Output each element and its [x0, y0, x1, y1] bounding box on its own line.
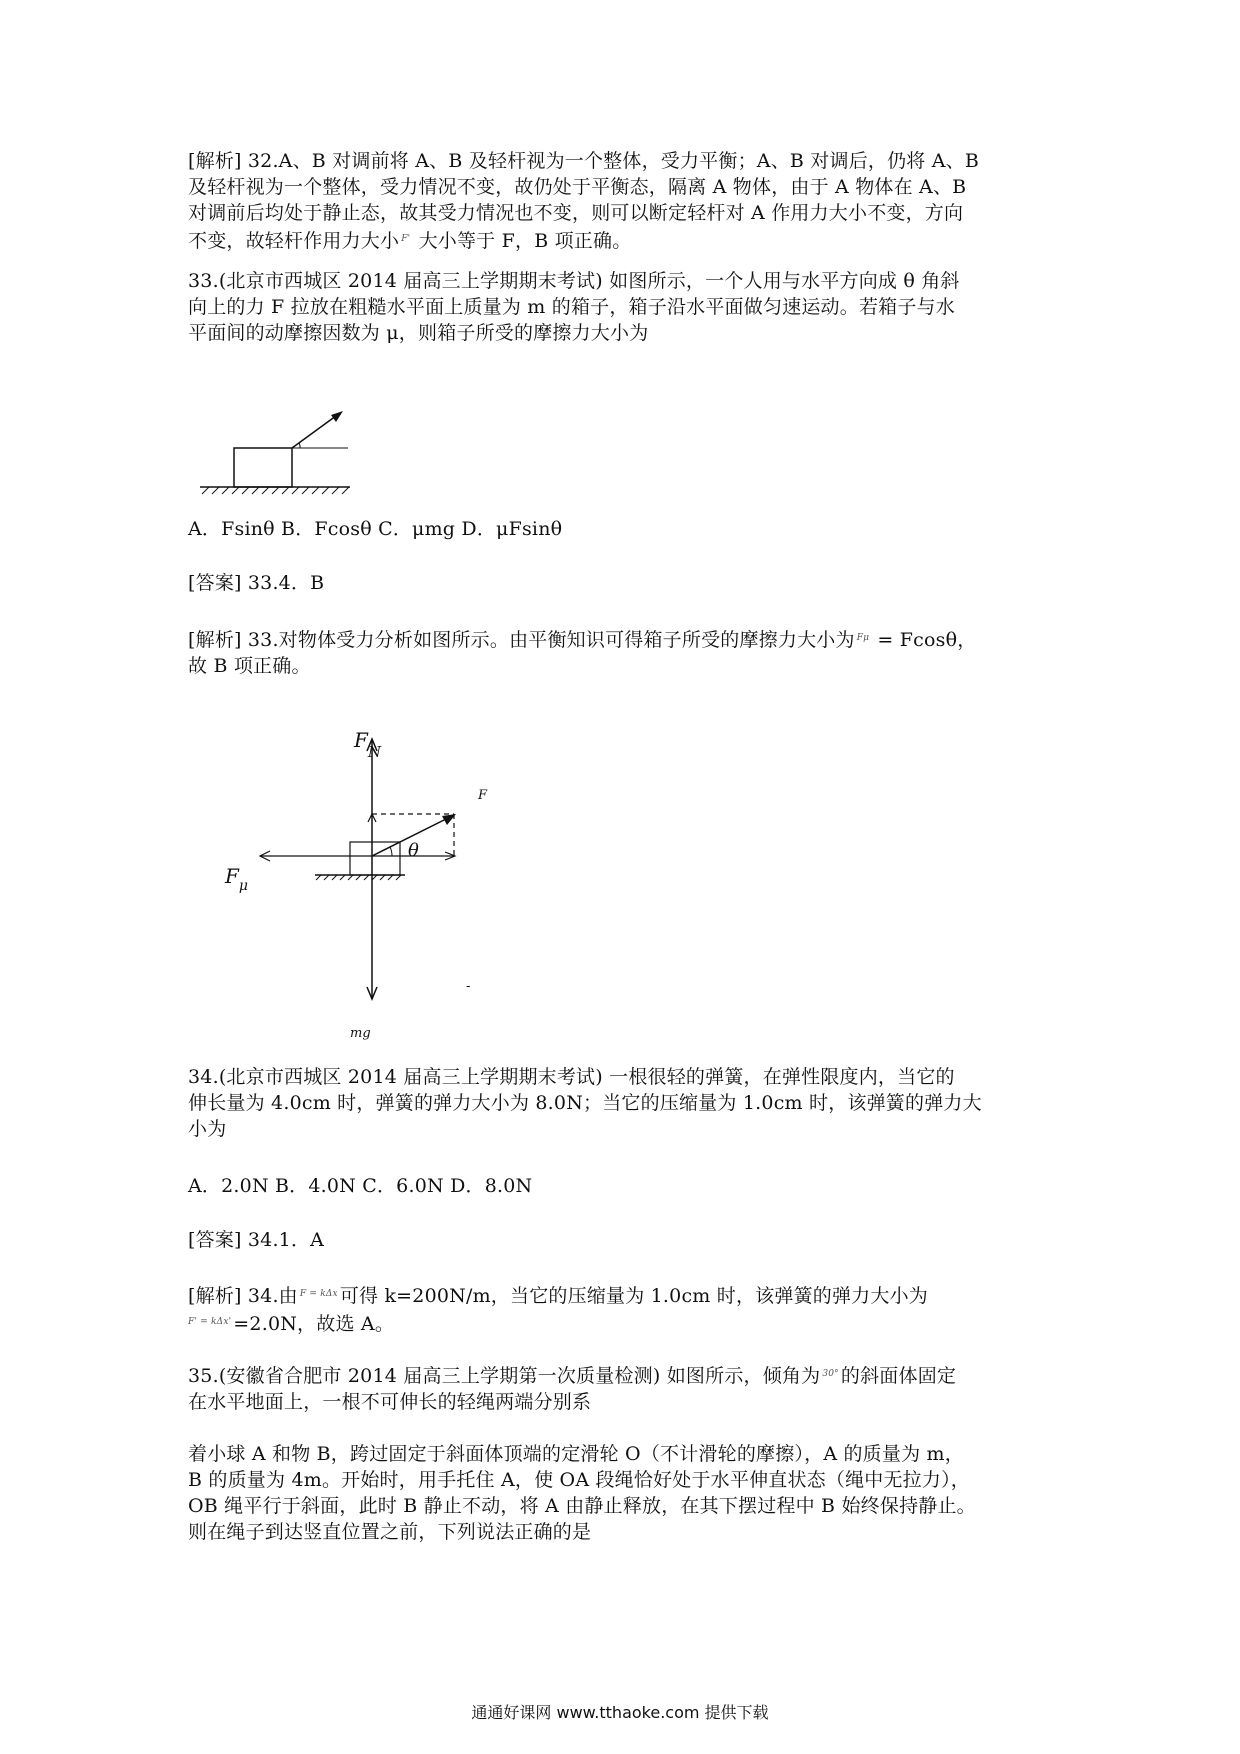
- analysis-32: [188, 148, 1068, 254]
- normal-force-label: [353, 728, 382, 761]
- text-line: 小为: [188, 1118, 227, 1140]
- text-line: 对调前后均处于静止态，故其受力情况也不变，则可以断定轻杆对 A 作用力大小不变，方向: [188, 202, 964, 224]
- force-analysis-diagram: [225, 725, 490, 1045]
- formula-image: F' = kΔx': [188, 1317, 232, 1327]
- text-line: 故 B 项正确。: [188, 655, 311, 677]
- stray-mark: -: [466, 979, 471, 994]
- box-pull-svg: [200, 400, 360, 495]
- question-34: [188, 1064, 1068, 1142]
- text-line: 伸长量为 4.0cm 时，弹簧的弹力大小为 8.0N；当它的压缩量为 1.0cm 时，该弹簧的弹力大: [188, 1092, 982, 1114]
- box-pull-diagram: [200, 400, 360, 495]
- answer-34: [188, 1227, 1068, 1253]
- text-line: [解析] 32.A、B 对调前将 A、B 及轻杆视为一个整体，受力平衡；A、B 对调后，仍将 A、B: [188, 150, 980, 172]
- gravity-label: mg: [350, 1026, 371, 1041]
- angle-arc: [299, 443, 300, 448]
- text-line: [188, 1361, 1068, 1389]
- friction-subscript: μ: [238, 878, 248, 894]
- text-line: 34.(北京市西城区 2014 届高三上学期期末考试) 一根很轻的弹簧，在弹性限度内，当它的: [188, 1066, 955, 1088]
- formula-image: F = kΔx: [299, 1289, 338, 1299]
- question-35-intro: [188, 1361, 1068, 1415]
- ground-hatch: [202, 487, 349, 494]
- text-line: 向上的力 F 拉放在粗糙水平面上质量为 m 的箱子，箱子沿水平面做匀速运动。若箱子与水: [188, 296, 955, 318]
- answer-line: [答案] 33.4．B: [188, 572, 325, 594]
- formula-image: Fμ: [856, 633, 870, 643]
- text-fragment: [解析] 33.对物体受力分析如图所示。由平衡知识可得箱子所受的摩擦力大小为: [188, 629, 855, 651]
- options-line: A．2.0N B．4.0N C．6.0N D．8.0N: [188, 1175, 533, 1197]
- box: [234, 448, 292, 487]
- question-33: [188, 268, 1068, 346]
- text-line: 着小球 A 和物 B，跨过固定于斜面体顶端的定滑轮 O（不计滑轮的摩擦），A 的质量为 m，: [188, 1443, 964, 1465]
- text-fragment: 的斜面体固定: [840, 1365, 957, 1387]
- friction-label: [224, 864, 248, 894]
- pull-force-label: F: [478, 788, 488, 803]
- text-line: [188, 226, 1068, 254]
- text-fragment: = Fcosθ，: [871, 629, 977, 651]
- force-arrow-line: [292, 413, 340, 448]
- text-line: OB 绳平行于斜面，此时 B 静止不动，将 A 由静止释放，在其下摆过程中 B 始终保持静止。: [188, 1495, 976, 1517]
- normal-force-subscript: N: [367, 743, 382, 761]
- force-analysis-svg: [225, 725, 490, 1045]
- text-line: 平面间的动摩擦因数为 μ，则箱子所受的摩擦力大小为: [188, 322, 649, 344]
- text-line: 在水平地面上，一根不可伸长的轻绳两端分别系: [188, 1391, 592, 1413]
- normal-force-symbol: F: [354, 728, 368, 752]
- text-line: [188, 625, 1068, 653]
- formula-image: F': [401, 234, 411, 244]
- text-line: B 的质量为 4m。开始时，用手托住 A，使 OA 段绳恰好处于水平伸直状态（绳中无拉力），: [188, 1469, 970, 1491]
- text-line: 33.(北京市西城区 2014 届高三上学期期末考试) 如图所示，一个人用与水平方向成 θ 角斜: [188, 270, 960, 292]
- analysis-33: [188, 625, 1068, 679]
- angle-arc: [390, 847, 392, 856]
- answer-line: [答案] 34.1．A: [188, 1229, 325, 1251]
- options-line: A．Fsinθ B．Fcosθ C．μmg D．μFsinθ: [188, 518, 563, 540]
- text-fragment: =2.0N，故选 A。: [233, 1313, 395, 1335]
- question-35-body: [188, 1441, 1068, 1545]
- question-34-options: [188, 1173, 1068, 1199]
- text-fragment: 不变，故轻杆作用力大小: [188, 230, 400, 252]
- text-line: 则在绳子到达竖直位置之前，下列说法正确的是: [188, 1521, 592, 1543]
- answer-33: [188, 570, 1068, 596]
- box: [350, 842, 400, 875]
- question-33-options: [188, 516, 1068, 542]
- text-line: 及轻杆视为一个整体，受力情况不变，故仍处于平衡态，隔离 A 物体，由于 A 物体在 A、B: [188, 176, 967, 198]
- page-footer: 通通好课网 www.tthaoke.com 提供下载: [471, 1703, 769, 1722]
- angle-label: θ: [408, 840, 419, 861]
- text-fragment: [解析] 34.由: [188, 1285, 298, 1307]
- force-arrowhead: [331, 411, 343, 422]
- friction-symbol: F: [225, 864, 239, 888]
- text-fragment: 可得 k=200N/m，当它的压缩量为 1.0cm 时，该弹簧的弹力大小为: [339, 1285, 928, 1307]
- text-fragment: 35.(安徽省合肥市 2014 届高三上学期第一次质量检测) 如图所示，倾角为: [188, 1365, 821, 1387]
- formula-image: 30°: [822, 1369, 839, 1379]
- text-line: [188, 1309, 1068, 1337]
- analysis-34: [188, 1281, 1068, 1337]
- text-line: [188, 1281, 1068, 1309]
- text-fragment: 大小等于 F，B 项正确。: [412, 230, 632, 252]
